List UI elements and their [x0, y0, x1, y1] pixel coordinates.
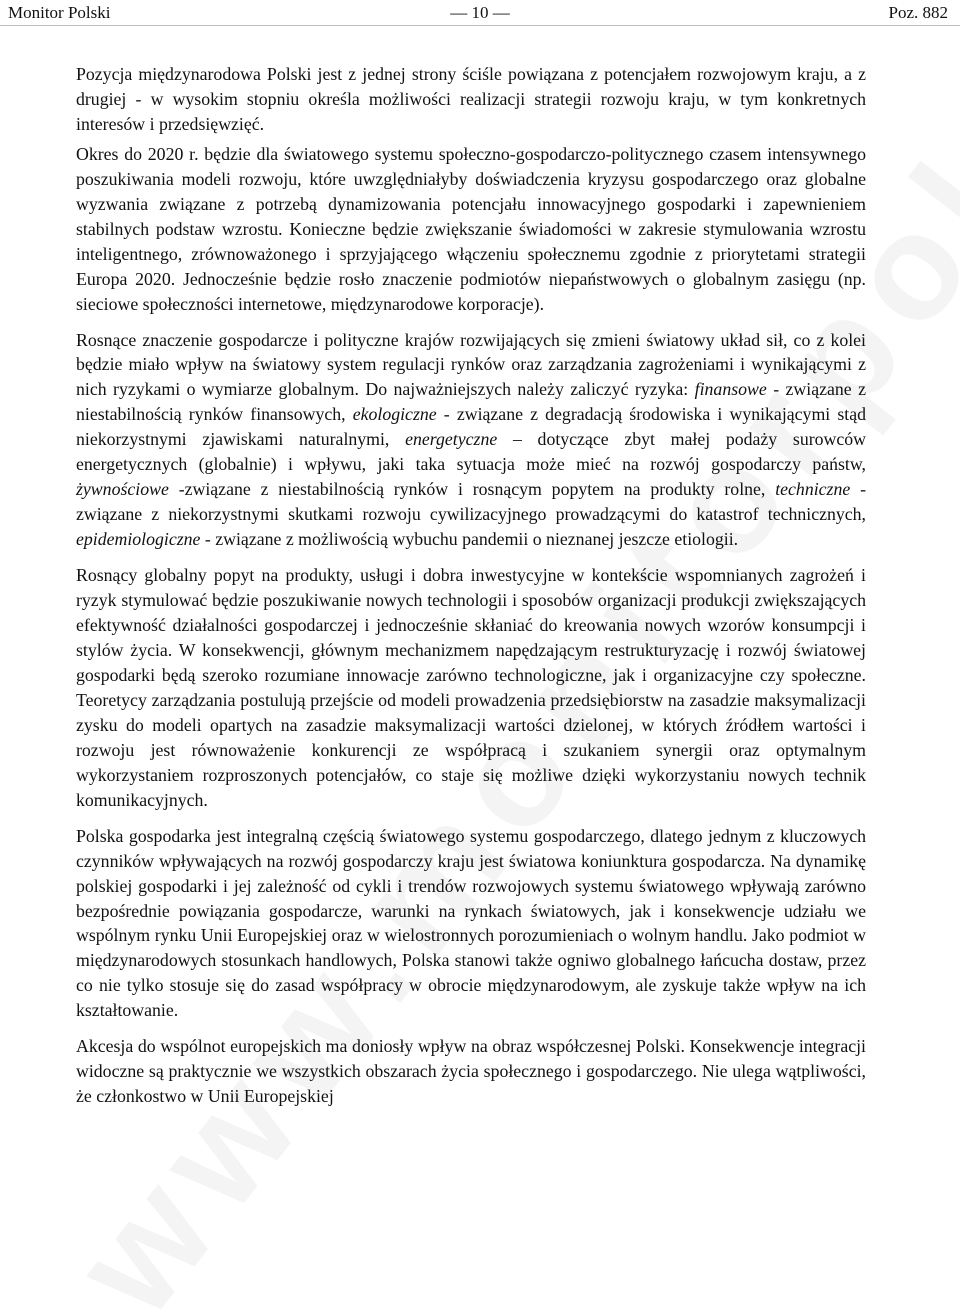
- page-header: [0, 0, 960, 26]
- header-page-number: — 10 —: [450, 3, 510, 22]
- paragraph-3-text-7: - związane z możliwością wybuchu pandemii o nieznanej jeszcze etiologii.: [200, 529, 739, 550]
- paragraph-3-text-3: - związane z degradacją środowiska i wynikającymi stąd niekorzystnymi zjawiskami naturalnymi,: [76, 404, 866, 450]
- paragraph-2: Okres do 2020 r. będzie dla światowego systemu społeczno-gospodarczo-politycznego czasem intensywnego poszukiwania modeli rozwoju, które uwzględniałyby doświadczenia kryzysu gospodarczego oraz globalne wyzwania związane z potrzebą dynamizowania potencjału innowacyjnego gospodarki i zapewnieniem stabilnych podstaw wzrostu. Konieczne będzie zwiększanie świadomości w zakresie stymulowania wzrostu inteligentnego, zrównoważonego i sprzyjającego włączeniu społecznemu zgodnie z priorytetami strategii Europa 2020. Jednocześnie będzie rosło znaczenie podmiotów niepaństwowych o globalnym zasięgu (np. sieciowe społeczności internetowe, międzynarodowe korporacje).: [76, 143, 866, 314]
- paragraph-1: Pozycja międzynarodowa Polski jest z jednej strony ściśle powiązana z potencjałem rozwojowym kraju, a z drugiej - w wysokim stopniu określa możliwości realizacji strategii rozwoju kraju, w tym konkretnych interesów i przedsięwzięć.: [76, 64, 866, 134]
- paragraph-4: Rosnący globalny popyt na produkty, usługi i dobra inwestycyjne w kontekście wspomnianych zagrożeń i ryzyk stymulować będzie poszukiwanie nowych technologii i sposobów organizacji produkcji zwiększających efektywność działalności gospodarczej i jednocześnie skłaniać do kreowania nowych wzorów konsumpcji i stylów życia. W konsekwencji, głównym mechanizmem napędzającym restrukturyzację i rozwój światowej gospodarki będą szeroko rozumiane innowacje zarówno technologiczne, jak i organizacyjne czy społeczne. Teoretycy zarządzania postulują przejście od modeli prowadzenia przedsiębiorstw na zasadzie maksymalizacji zysku do modeli opartych na zasadzie maksymalizacji wartości dzielonej, w których źródłem wartości i rozwoju jest równoważenie konkurencji ze współpracą i szukaniem synergii oraz optymalnym wykorzystaniem rozproszonych potencjałów, co staje się możliwe dzięki wykorzystaniu nowych technik komunikacyjnych.: [76, 565, 866, 810]
- paragraph-3: [76, 328, 866, 553]
- paragraph-3-text-4: – dotyczące zbyt małej podaży surowców energetycznych (globalnie) i wpływu, jaki taka sytuacja może mieć na rozwój gospodarczy państw,: [76, 429, 866, 475]
- risk-term-epidemiological: epidemiologiczne: [76, 529, 201, 550]
- paragraph-3-text-1: Rosnące znaczenie gospodarcze i polityczne krajów rozwijających się zmieni światowy układ sił, co z kolei będzie miało wpływ na światowy system regulacji rynków oraz zarządzania zagrożeniami i wynikającymi z nich ryzykami o wymiarze globalnym. Do najważniejszych należy zaliczyć ryzyka:: [76, 329, 866, 400]
- paragraph-3-text-2: - związane z niestabilnością rynków finansowych,: [76, 379, 866, 425]
- header-position-number: Poz. 882: [888, 3, 948, 22]
- paragraph-3-text-5: -związane z niestabilnością rynków i rosnącym popytem na produkty rolne,: [168, 479, 776, 500]
- risk-term-financial: finansowe: [694, 379, 767, 400]
- document-body: [76, 62, 866, 1109]
- paragraph-6: Akcesja do wspólnot europejskich ma doniosły wpływ na obraz współczesnej Polski. Konsekwencje integracji widoczne są praktycznie we wszystkich obszarach życia społecznego i gospodarczego. Nie ulega wątpliwości, że członkostwo w Unii Europejskiej: [76, 1036, 866, 1107]
- risk-term-technical: techniczne: [775, 479, 851, 500]
- paragraph-3-text-6: - związane z niekorzystnymi skutkami rozwoju cywilizacyjnego prowadzącymi do katastrof technicznych,: [76, 479, 867, 525]
- risk-term-energy: energetyczne: [405, 429, 498, 450]
- risk-term-ecological: ekologiczne: [352, 404, 437, 425]
- paragraph-5: Polska gospodarka jest integralną częścią światowego systemu gospodarczego, dlatego jednym z kluczowych czynników wpływających na rozwój gospodarczy kraju jest światowa koniunktura gospodarcza. Na dynamikę polskiej gospodarki i jej zależność od cykli i trendów rozwojowych systemu światowego wpływają zarówno bezpośrednie powiązania gospodarcze, warunki na rynkach światowych, jak i konsekwencje udziału we wspólnym rynku Unii Europejskiej oraz w wielostronnych porozumieniach o wolnym handlu. Jako podmiot w międzynarodowych stosunkach handlowych, Polska stanowi także ogniwo globalnego łańcucha dostaw, przez co nie tylko stosuje się do zasad współpracy w obrocie międzynarodowym, ale zyskuje także wpływ na ich kształtowanie.: [76, 825, 866, 1021]
- risk-term-food: żywnościowe: [76, 479, 169, 500]
- header-publication-title: Monitor Polski: [8, 3, 111, 22]
